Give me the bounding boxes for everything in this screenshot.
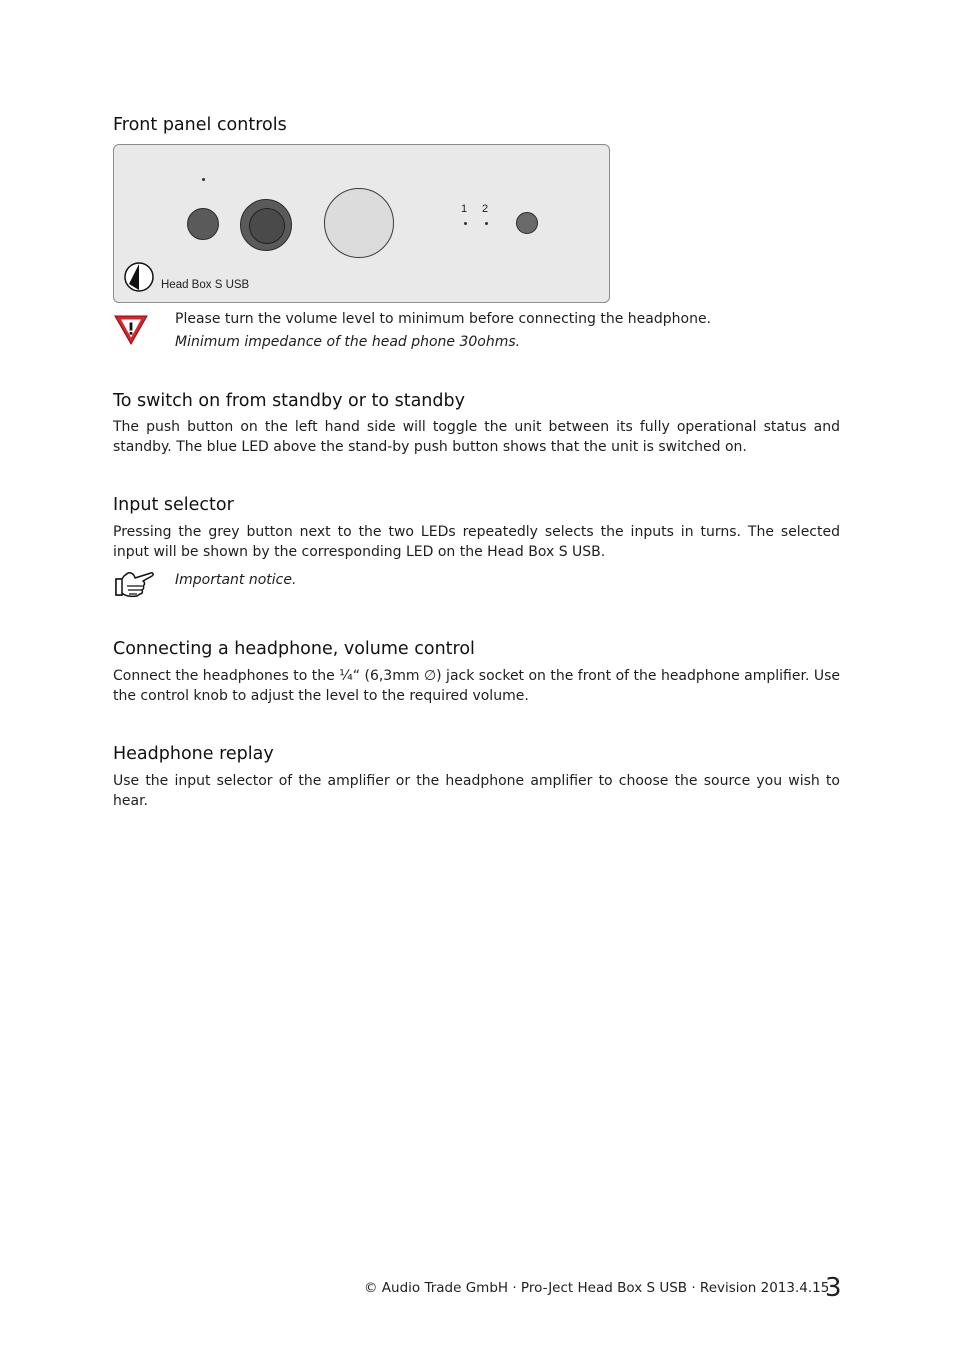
section-title-front-panel: Front panel controls: [113, 115, 287, 135]
headphone-jack: [240, 199, 292, 251]
input-select-button: [516, 212, 538, 234]
input-selector-paragraph: Pressing the grey button next to the two LEDs repeatedly selects the inputs in turns. The selected input will be shown by the corresponding LED on the Head Box S USB.: [113, 524, 840, 560]
led-label-2: 2: [482, 203, 489, 215]
important-notice: Important notice.: [175, 572, 297, 588]
project-logo-icon: [124, 262, 154, 292]
input-led-2: [485, 222, 488, 225]
input-led-1: [464, 222, 467, 225]
pointing-hand-icon: [113, 567, 155, 599]
page-number: 3: [825, 1273, 842, 1303]
led-label-1: 1: [461, 203, 468, 215]
warning-text: Please turn the volume level to minimum before connecting the headphone.: [175, 311, 712, 327]
section-title-headphone-replay: Headphone replay: [113, 744, 274, 764]
warning-triangle-icon: [113, 314, 149, 346]
panel-model-label: Head Box S USB: [161, 279, 250, 291]
volume-knob: [324, 188, 394, 258]
section-title-input-selector: Input selector: [113, 495, 234, 515]
section-title-standby: To switch on from standby or to standby: [113, 391, 465, 411]
impedance-note: Minimum impedance of the head phone 30ohms.: [175, 334, 521, 350]
standby-led: [202, 178, 205, 181]
section-title-headphone-volume: Connecting a headphone, volume control: [113, 639, 475, 659]
headphone-volume-paragraph: Connect the headphones to the ¼“ (6,3mm ∅) jack socket on the front of the headphone amplifier. Use the control knob to adjust the level to the required volume.: [113, 668, 840, 704]
standby-paragraph: The push button on the left hand side will toggle the unit between its fully operational status and standby. The blue LED above the stand-by push button shows that the unit is switched on.: [113, 419, 840, 455]
front-panel-illustration: [113, 144, 610, 303]
headphone-replay-paragraph: Use the input selector of the amplifier or the headphone amplifier to choose the source you wish to hear.: [113, 773, 840, 809]
footer-text: © Audio Trade GmbH · Pro-Ject Head Box S USB · Revision 2013.4.15: [364, 1280, 830, 1296]
standby-button: [187, 208, 219, 240]
